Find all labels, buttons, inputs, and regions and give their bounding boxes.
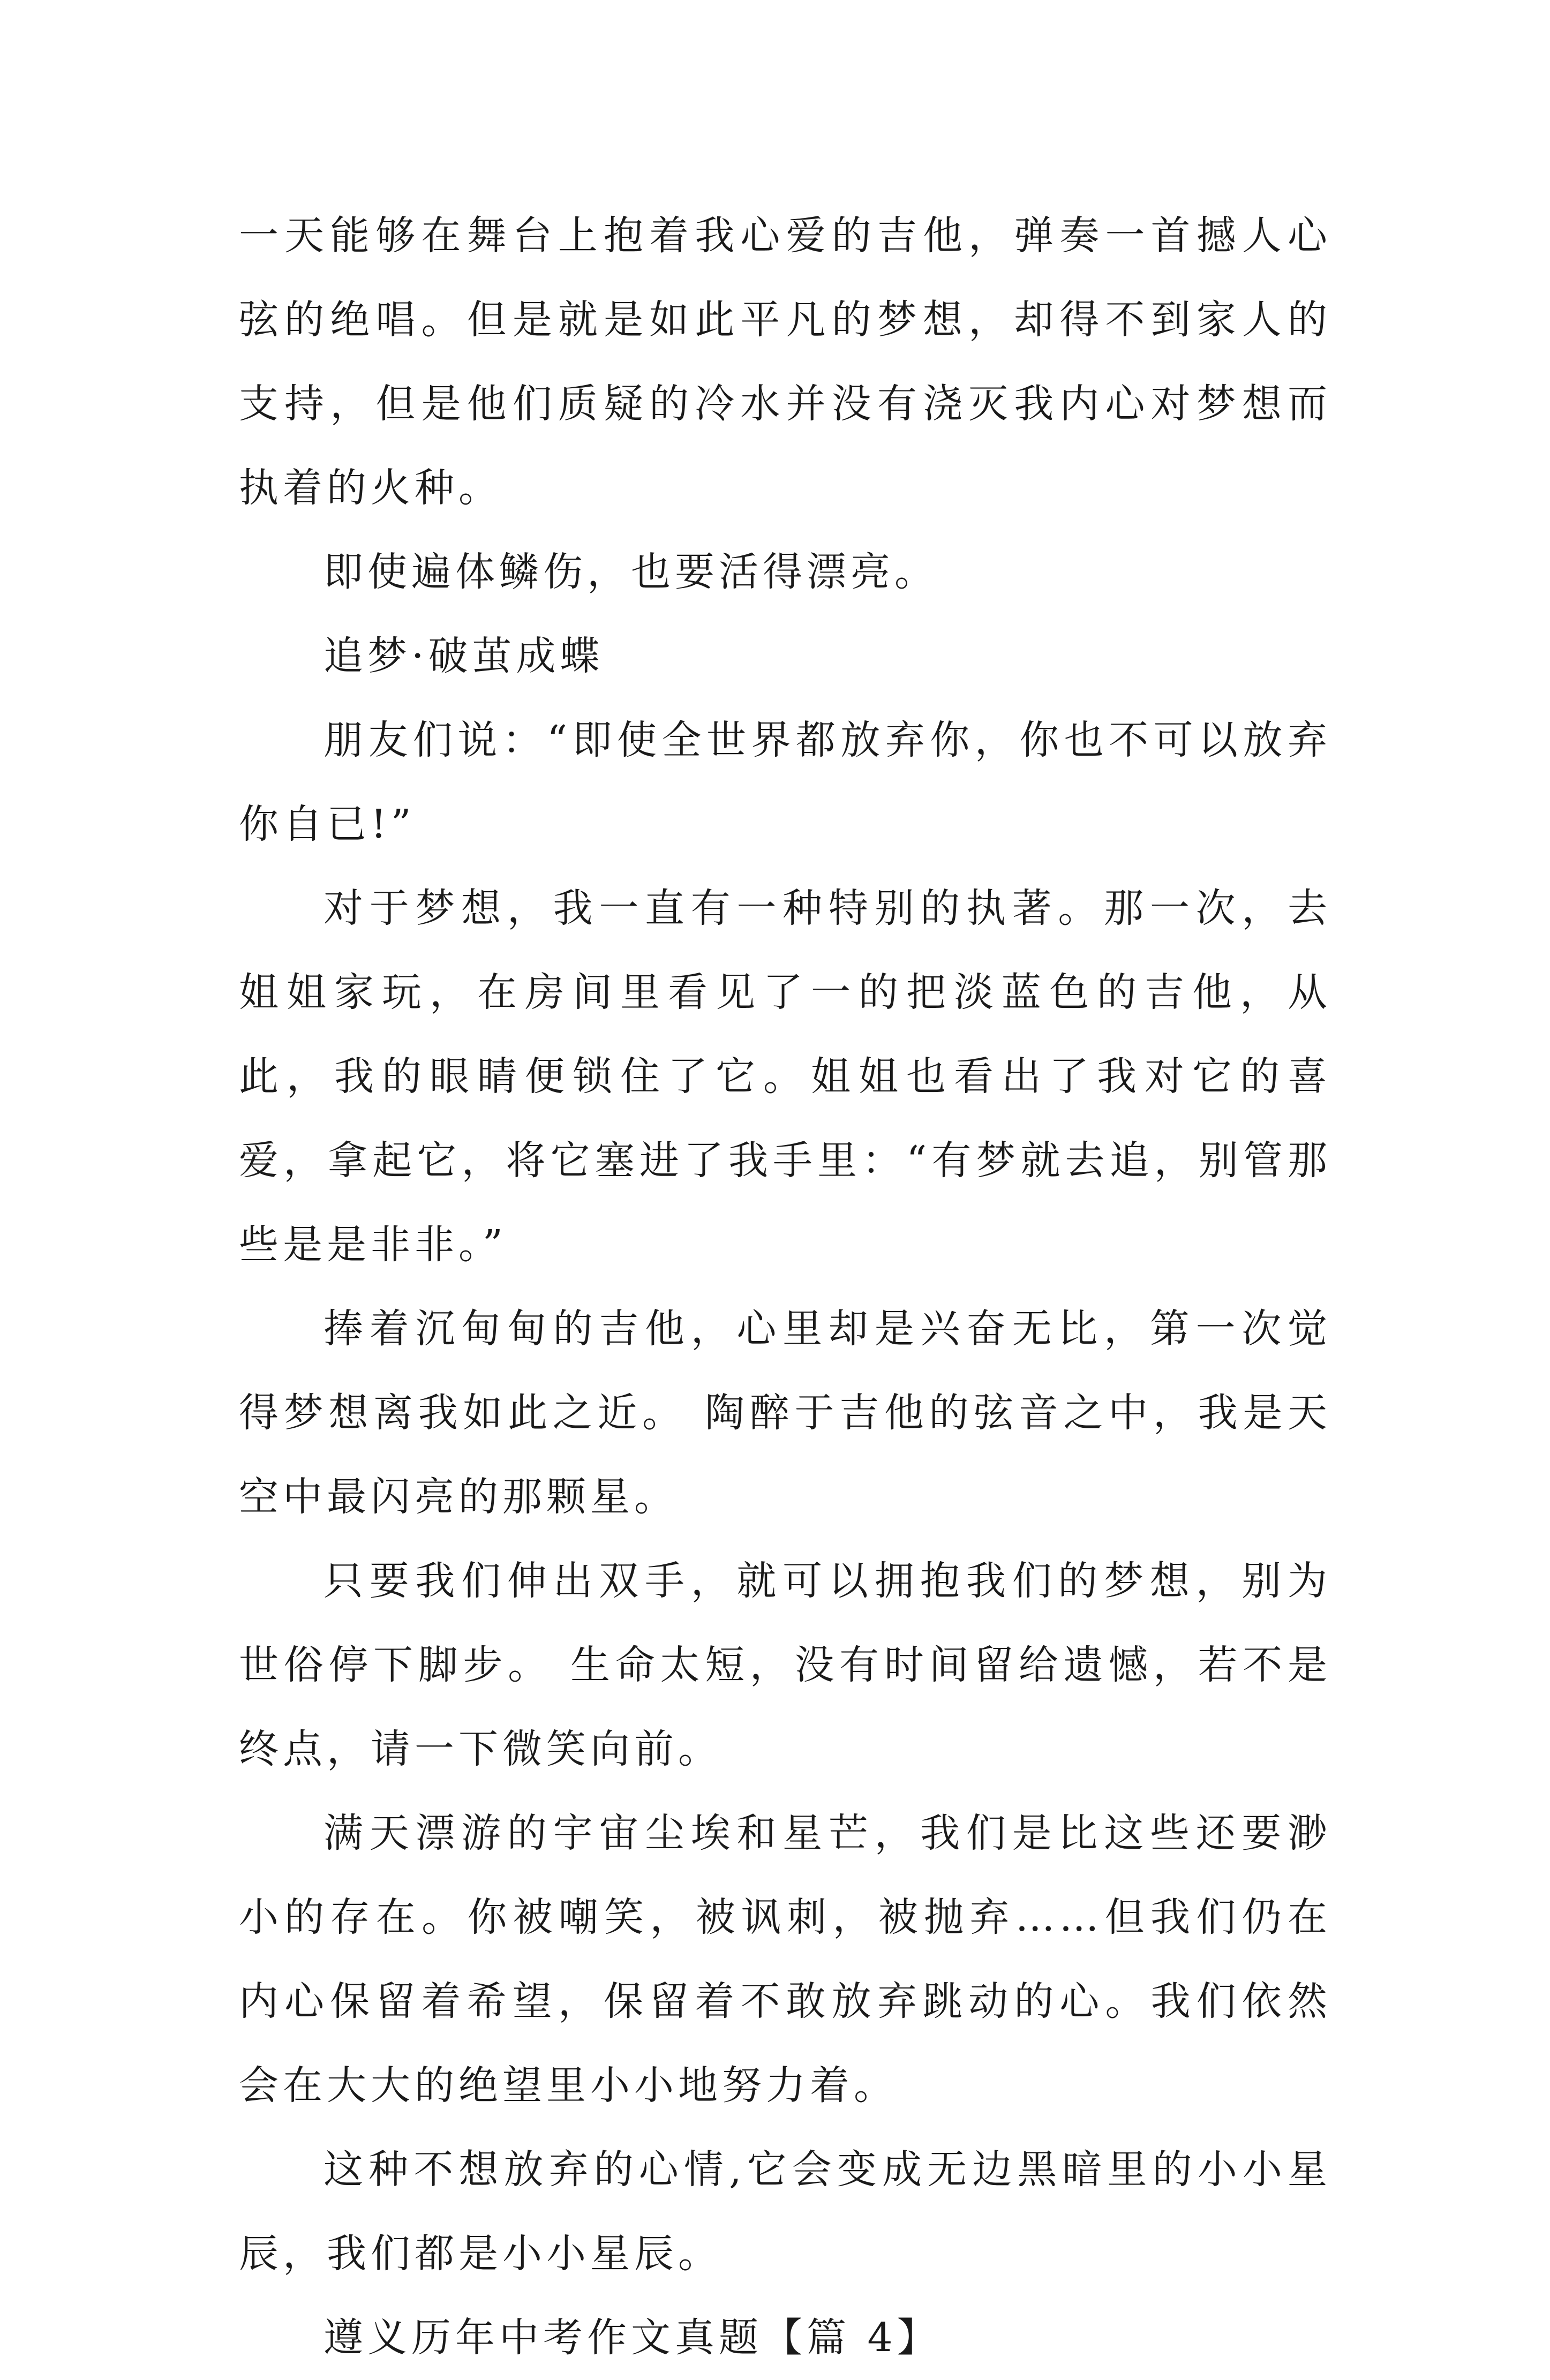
section-heading: 追梦·破茧成蝶 <box>323 633 604 679</box>
paragraph: 捧着沉甸甸的吉他，心里却是兴奋无比，第一次觉得梦想离我如此之近。 陶醉于吉他的弦音之中，我是天空中最闪亮的那颗星。 <box>239 1306 1331 1520</box>
paragraph: 即使遍体鳞伤，也要活得漂亮。 <box>323 549 938 595</box>
paragraph: 这种不想放弃的心情,它会变成无边黑暗里的小小星辰，我们都是小小星辰。 <box>239 2146 1331 2277</box>
paragraph: 满天漂游的宇宙尘埃和星芒，我们是比这些还要渺小的存在。你被嘲笑，被讽刺，被抛弃……但我们仍在内心保留着希望，保留着不敢放弃跳动的心。我们依然会在大大的绝望里小小地努力着。 <box>239 1810 1331 2108</box>
paragraph-continuation: 一天能够在舞台上抱着我心爱的吉他，弹奏一首撼人心弦的绝唱。但是就是如此平凡的梦想，却得不到家人的支持，但是他们质疑的冷水并没有浇灭我内心对梦想而执着的火种。 <box>239 213 1331 511</box>
paragraph: 对于梦想，我一直有一种特别的执著。那一次，去姐姐家玩，在房间里看见了一的把淡蓝色的吉他，从此，我的眼睛便锁住了它。姐姐也看出了我对它的喜爱，拿起它，将它塞进了我手里：“有梦就去追，别管那些是是非非。” <box>239 885 1331 1268</box>
article-title: 遵义历年中考作文真题【篇 4】 <box>323 2315 941 2361</box>
paragraph: 朋友们说：“即使全世界都放弃你，你也不可以放弃你自已!” <box>239 717 1331 847</box>
document-body <box>239 194 1331 2380</box>
paragraph: 只要我们伸出双手，就可以拥抱我们的梦想，别为世俗停下脚步。 生命太短，没有时间留给遗憾，若不是终点，请一下微笑向前。 <box>239 1558 1331 1772</box>
